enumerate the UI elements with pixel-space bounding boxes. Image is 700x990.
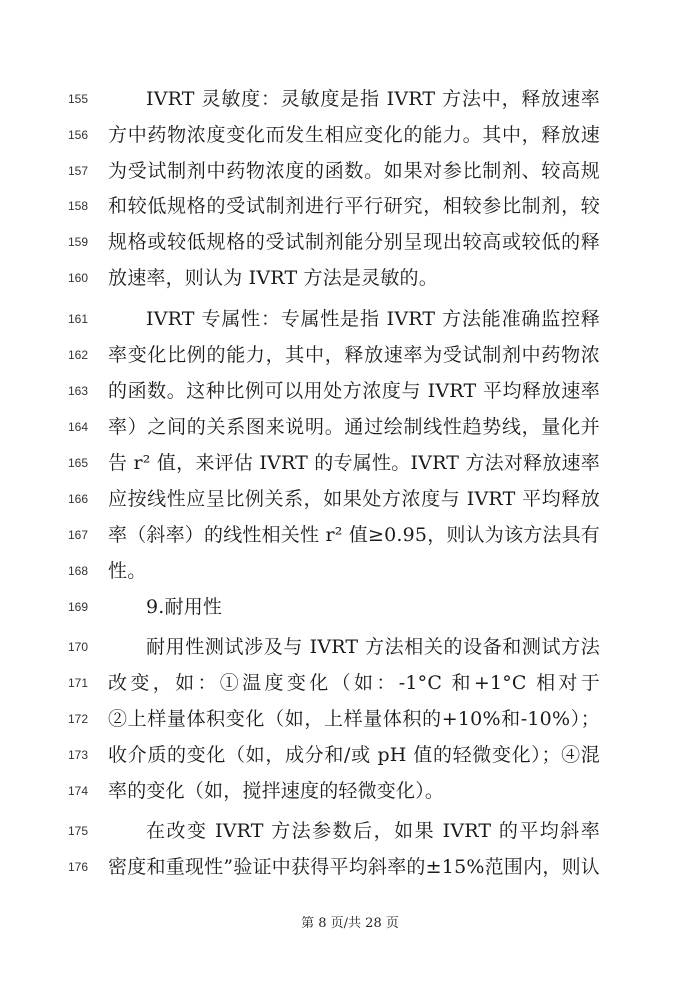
line-text: ②上样量体积变化（如，上样量体积的+10%和-10%）； — [108, 708, 600, 730]
line-number: 166 — [68, 492, 89, 506]
text-line — [0, 448, 700, 484]
text-line — [0, 191, 700, 227]
text-line — [0, 227, 700, 263]
text-line — [0, 120, 700, 156]
line-text: 放速率，则认为 IVRT 方法是灵敏的。 — [108, 267, 438, 289]
text-line — [0, 263, 700, 299]
line-text: 改变，如：①温度变化（如：-1°C 和+1°C 相对于 — [108, 672, 600, 694]
text-line — [0, 520, 700, 556]
line-text: 9.耐用性 — [146, 596, 223, 618]
text-line — [0, 484, 700, 520]
text-line — [0, 704, 700, 740]
text-line — [0, 156, 700, 192]
line-text: 在改变 IVRT 方法参数后，如果 IVRT 的平均斜率 — [146, 820, 600, 842]
line-number: 163 — [68, 384, 89, 398]
line-number: 157 — [68, 164, 89, 178]
line-text: IVRT 灵敏度：灵敏度是指 IVRT 方法中，释放速率 — [146, 88, 600, 110]
text-line — [0, 852, 700, 888]
text-line — [0, 84, 700, 120]
line-number: 156 — [68, 128, 89, 142]
text-line — [0, 668, 700, 704]
text-line — [0, 304, 700, 340]
text-line — [0, 592, 700, 628]
line-number: 175 — [68, 824, 89, 838]
text-line — [0, 556, 700, 592]
line-text: 和较低规格的受试制剂进行平行研究，相较参比制剂，较 — [108, 195, 600, 217]
line-number: 174 — [68, 784, 89, 798]
line-number: 173 — [68, 748, 89, 762]
line-number: 176 — [68, 860, 89, 874]
line-text: 密度和重现性”验证中获得平均斜率的±15%范围内，则认 — [108, 856, 600, 878]
line-number: 167 — [68, 528, 89, 542]
line-text: 率（斜率）的线性相关性 r² 值≥0.95，则认为该方法具有 — [108, 524, 600, 546]
line-text: 告 r² 值，来评估 IVRT 的专属性。IVRT 方法对释放速率 — [108, 452, 600, 474]
line-text: 的函数。这种比例可以用处方浓度与 IVRT 平均释放速率 — [108, 380, 600, 402]
line-number: 168 — [68, 564, 89, 578]
line-number: 169 — [68, 600, 89, 614]
line-text: 率的变化（如，搅拌速度的轻微变化）。 — [108, 780, 445, 802]
text-line — [0, 340, 700, 376]
line-text: 为受试制剂中药物浓度的函数。如果对参比制剂、较高规 — [108, 160, 600, 182]
line-text: 规格或较低规格的受试制剂能分别呈现出较高或较低的释 — [108, 231, 600, 253]
line-text: IVRT 专属性：专属性是指 IVRT 方法能准确监控释 — [146, 308, 600, 330]
page-footer: 第 8 页/共 28 页 — [301, 916, 399, 931]
line-text: 率）之间的关系图来说明。通过绘制线性趋势线，量化并 — [108, 416, 600, 438]
line-number: 160 — [68, 271, 89, 285]
text-line — [0, 376, 700, 412]
text-line — [0, 412, 700, 448]
line-text: 性。 — [108, 560, 147, 582]
line-number: 159 — [68, 235, 89, 249]
line-number: 155 — [68, 92, 89, 106]
line-number: 172 — [68, 712, 89, 726]
line-text: 方中药物浓度变化而发生相应变化的能力。其中，释放速 — [108, 124, 600, 146]
text-line — [0, 776, 700, 812]
text-line — [0, 816, 700, 852]
line-text: 率变化比例的能力，其中，释放速率为受试制剂中药物浓 — [108, 344, 600, 366]
line-number: 158 — [68, 199, 89, 213]
line-text: 收介质的变化（如，成分和/或 pH 值的轻微变化）；④混 — [108, 744, 600, 766]
line-number: 164 — [68, 420, 89, 434]
line-number: 165 — [68, 456, 89, 470]
line-number: 161 — [68, 312, 89, 326]
line-number: 171 — [68, 676, 89, 690]
line-text: 应按线性应呈比例关系，如果处方浓度与 IVRT 平均释放 — [108, 488, 600, 510]
line-number: 170 — [68, 640, 89, 654]
line-text: 耐用性测试涉及与 IVRT 方法相关的设备和测试方法 — [146, 636, 600, 658]
line-number: 162 — [68, 348, 89, 362]
text-line — [0, 632, 700, 668]
text-line — [0, 740, 700, 776]
